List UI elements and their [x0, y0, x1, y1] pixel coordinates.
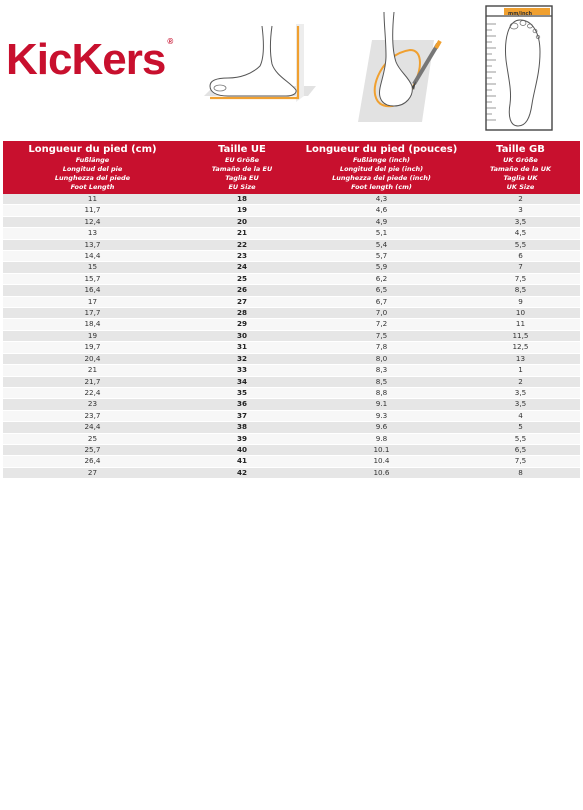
cell-uk-size: 3,5	[461, 399, 580, 410]
cell-uk-size: 3,5	[461, 216, 580, 227]
cell-foot-length-inch: 10.4	[302, 456, 461, 467]
cell-foot-length-cm: 18,4	[3, 319, 182, 330]
cell-foot-length-cm: 25,7	[3, 444, 182, 455]
cell-eu-size: 19	[182, 205, 302, 216]
table-row	[3, 216, 580, 227]
cell-foot-length-inch: 9.3	[302, 410, 461, 421]
table-row	[3, 353, 580, 364]
header-foot-length-cm: Longueur du pied (cm) Fußlänge Longitud del pie Lunghezza del piede Foot Length	[3, 141, 182, 194]
cell-foot-length-inch: 5,9	[302, 262, 461, 273]
cell-foot-length-cm: 24,4	[3, 422, 182, 433]
cell-foot-length-inch: 10.1	[302, 444, 461, 455]
cell-uk-size: 13	[461, 353, 580, 364]
cell-foot-length-cm: 15	[3, 262, 182, 273]
cell-foot-length-inch: 8,0	[302, 353, 461, 364]
foot-ruler-icon	[484, 4, 554, 132]
cell-foot-length-inch: 9.1	[302, 399, 461, 410]
cell-uk-size: 3	[461, 205, 580, 216]
cell-uk-size: 3,5	[461, 387, 580, 398]
table-row	[3, 467, 580, 478]
size-chart-table	[3, 141, 580, 479]
table-row	[3, 376, 580, 387]
cell-foot-length-inch: 5,1	[302, 228, 461, 239]
cell-uk-size: 5	[461, 422, 580, 433]
table-row	[3, 319, 580, 330]
header-eu-size: Taille UE EU Größe Tamaño de la EU Taglia EU EU Size	[182, 141, 302, 194]
table-row	[3, 444, 580, 455]
cell-foot-length-cm: 23	[3, 399, 182, 410]
cell-foot-length-cm: 15,7	[3, 273, 182, 284]
cell-foot-length-cm: 19	[3, 330, 182, 341]
cell-uk-size: 7	[461, 262, 580, 273]
cell-eu-size: 22	[182, 239, 302, 250]
foot-trace-icon	[356, 10, 452, 130]
table-row	[3, 296, 580, 307]
cell-uk-size: 2	[461, 376, 580, 387]
cell-eu-size: 30	[182, 330, 302, 341]
cell-eu-size: 24	[182, 262, 302, 273]
cell-uk-size: 4,5	[461, 228, 580, 239]
cell-eu-size: 42	[182, 467, 302, 478]
cell-foot-length-cm: 13	[3, 228, 182, 239]
table-row	[3, 251, 580, 262]
cell-foot-length-inch: 7,2	[302, 319, 461, 330]
cell-foot-length-inch: 6,5	[302, 285, 461, 296]
cell-foot-length-cm: 22,4	[3, 387, 182, 398]
cell-eu-size: 29	[182, 319, 302, 330]
cell-eu-size: 41	[182, 456, 302, 467]
cell-foot-length-cm: 19,7	[3, 342, 182, 353]
header	[0, 0, 583, 140]
cell-uk-size: 6,5	[461, 444, 580, 455]
cell-eu-size: 26	[182, 285, 302, 296]
foot-side-measure-icon	[200, 20, 320, 110]
table-row	[3, 262, 580, 273]
table-row	[3, 308, 580, 319]
cell-foot-length-cm: 26,4	[3, 456, 182, 467]
cell-uk-size: 2	[461, 194, 580, 205]
table-row	[3, 330, 580, 341]
cell-foot-length-cm: 11	[3, 194, 182, 205]
table-row	[3, 194, 580, 205]
cell-foot-length-cm: 16,4	[3, 285, 182, 296]
cell-eu-size: 32	[182, 353, 302, 364]
cell-foot-length-inch: 4,3	[302, 194, 461, 205]
table-row	[3, 422, 580, 433]
table-row	[3, 433, 580, 444]
cell-foot-length-inch: 10.6	[302, 467, 461, 478]
cell-foot-length-inch: 6,7	[302, 296, 461, 307]
cell-uk-size: 6	[461, 251, 580, 262]
cell-foot-length-inch: 7,0	[302, 308, 461, 319]
table-row	[3, 239, 580, 250]
cell-foot-length-cm: 20,4	[3, 353, 182, 364]
cell-eu-size: 34	[182, 376, 302, 387]
cell-foot-length-cm: 21,7	[3, 376, 182, 387]
cell-foot-length-cm: 25	[3, 433, 182, 444]
cell-eu-size: 27	[182, 296, 302, 307]
cell-foot-length-cm: 11,7	[3, 205, 182, 216]
cell-eu-size: 23	[182, 251, 302, 262]
cell-foot-length-inch: 4,9	[302, 216, 461, 227]
cell-foot-length-cm: 23,7	[3, 410, 182, 421]
cell-uk-size: 7,5	[461, 456, 580, 467]
cell-foot-length-inch: 5,7	[302, 251, 461, 262]
cell-eu-size: 28	[182, 308, 302, 319]
cell-uk-size: 9	[461, 296, 580, 307]
ruler-label: mm/inch	[508, 11, 533, 17]
size-chart-body	[3, 194, 580, 479]
cell-foot-length-inch: 7,5	[302, 330, 461, 341]
cell-eu-size: 37	[182, 410, 302, 421]
cell-eu-size: 25	[182, 273, 302, 284]
table-row	[3, 228, 580, 239]
cell-eu-size: 35	[182, 387, 302, 398]
cell-foot-length-inch: 7,8	[302, 342, 461, 353]
table-row	[3, 399, 580, 410]
kickers-logo	[6, 35, 173, 84]
cell-uk-size: 7,5	[461, 273, 580, 284]
cell-eu-size: 39	[182, 433, 302, 444]
cell-eu-size: 33	[182, 365, 302, 376]
size-chart-header	[3, 141, 580, 194]
cell-foot-length-cm: 12,4	[3, 216, 182, 227]
cell-foot-length-inch: 9.6	[302, 422, 461, 433]
table-row	[3, 285, 580, 296]
header-foot-length-inch: Longueur du pied (pouces) Fußlänge (inch) Longitud del pie (inch) Lunghezza del piede (inch) Foot length (cm)	[302, 141, 461, 194]
cell-foot-length-cm: 27	[3, 467, 182, 478]
cell-uk-size: 1	[461, 365, 580, 376]
cell-foot-length-cm: 17	[3, 296, 182, 307]
cell-uk-size: 5,5	[461, 433, 580, 444]
cell-uk-size: 11	[461, 319, 580, 330]
table-row	[3, 273, 580, 284]
cell-eu-size: 18	[182, 194, 302, 205]
cell-foot-length-inch: 8,3	[302, 365, 461, 376]
cell-eu-size: 20	[182, 216, 302, 227]
table-row	[3, 456, 580, 467]
table-row	[3, 410, 580, 421]
table-row	[3, 365, 580, 376]
cell-eu-size: 38	[182, 422, 302, 433]
cell-uk-size: 10	[461, 308, 580, 319]
cell-uk-size: 8	[461, 467, 580, 478]
header-uk-size: Taille GB UK Größe Tamaño de la UK Taglia UK UK Size	[461, 141, 580, 194]
cell-foot-length-inch: 9.8	[302, 433, 461, 444]
table-row	[3, 205, 580, 216]
cell-eu-size: 21	[182, 228, 302, 239]
cell-eu-size: 40	[182, 444, 302, 455]
cell-uk-size: 8,5	[461, 285, 580, 296]
cell-foot-length-cm: 21	[3, 365, 182, 376]
cell-uk-size: 12,5	[461, 342, 580, 353]
cell-uk-size: 5,5	[461, 239, 580, 250]
cell-foot-length-inch: 6,2	[302, 273, 461, 284]
cell-foot-length-inch: 4,6	[302, 205, 461, 216]
registered-mark: ®	[167, 37, 173, 46]
cell-foot-length-cm: 14,4	[3, 251, 182, 262]
cell-uk-size: 11,5	[461, 330, 580, 341]
table-row	[3, 342, 580, 353]
table-row	[3, 387, 580, 398]
cell-foot-length-cm: 17,7	[3, 308, 182, 319]
cell-eu-size: 36	[182, 399, 302, 410]
cell-foot-length-inch: 8,5	[302, 376, 461, 387]
cell-foot-length-inch: 8,8	[302, 387, 461, 398]
logo-text: KicKers	[6, 35, 166, 84]
cell-foot-length-inch: 5,4	[302, 239, 461, 250]
cell-foot-length-cm: 13,7	[3, 239, 182, 250]
cell-uk-size: 4	[461, 410, 580, 421]
cell-eu-size: 31	[182, 342, 302, 353]
